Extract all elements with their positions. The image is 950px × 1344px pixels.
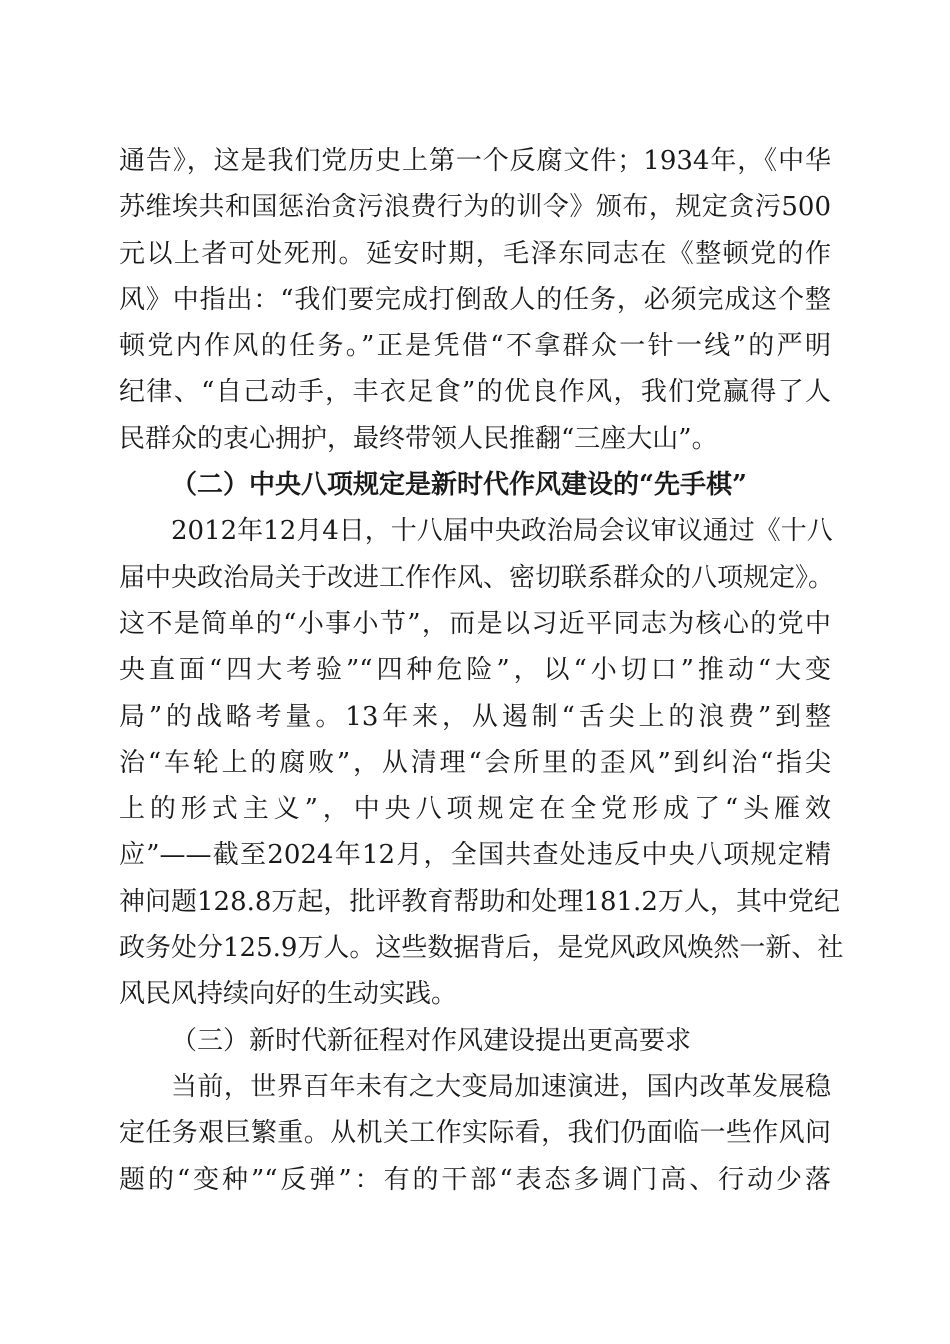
- text-line: 央直面“四大考验”“四种危险”，以“小切口”推动“大变: [119, 655, 831, 686]
- section-heading-3: （三）新时代新征程对作风建设提出更高要求: [171, 1025, 692, 1056]
- text-line: 2012年12月4日，十八届中央政治局会议审议通过《十八: [171, 516, 833, 547]
- text-line: 题的“变种”“反弹”：有的干部“表态多调门高、行动少落: [119, 1164, 831, 1195]
- text-line: 顿党内作风的任务。”正是凭借“不拿群众一针一线”的严明: [119, 331, 831, 362]
- section-heading-2: （二）中央八项规定是新时代作风建设的“先手棋”: [171, 470, 747, 501]
- text-line: 这不是简单的“小事小节”，而是以习近平同志为核心的党中: [119, 608, 831, 639]
- text-line: 神问题128.8万起，批评教育帮助和处理181.2万人，其中党纪: [119, 886, 840, 917]
- text-line: 定任务艰巨繁重。从机关工作实际看，我们仍面临一些作风问: [119, 1118, 831, 1149]
- text-line: 局”的战略考量。13年来，从遏制“舌尖上的浪费”到整: [119, 701, 831, 732]
- text-line: 通告》，这是我们党历史上第一个反腐文件；1934年，《中华: [119, 146, 831, 176]
- text-line: 民群众的衷心拥护，最终带领人民推翻“三座大山”。: [119, 423, 718, 454]
- text-line: 应”——截至2024年12月，全国共查处违反中央八项规定精: [119, 840, 831, 871]
- text-line: 苏维埃共和国惩治贪污浪费行为的训令》颁布，规定贪污500: [119, 192, 831, 223]
- text-line: 届中央政治局关于改进工作作风、密切联系群众的八项规定》。: [119, 562, 835, 593]
- text-line: 元以上者可处死刑。延安时期，毛泽东同志在《整顿党的作: [119, 238, 831, 269]
- text-line: 风民风持续向好的生动实践。: [119, 979, 458, 1010]
- text-line: 当前，世界百年未有之大变局加速演进，国内改革发展稳: [171, 1071, 831, 1102]
- text-line: 政务处分125.9万人。这些数据背后，是党风政风焕然一新、社: [119, 933, 844, 964]
- text-line: 上的形式主义”，中央八项规定在全党形成了“头雁效: [119, 794, 831, 825]
- document-body: [119, 138, 844, 1203]
- text-line: 治“车轮上的腐败”，从清理“会所里的歪风”到纠治“指尖: [119, 747, 831, 778]
- text-line: 风》中指出：“我们要完成打倒敌人的任务，必须完成这个整: [119, 284, 831, 315]
- text-line: 纪律、“自己动手，丰衣足食”的优良作风，我们党赢得了人: [119, 377, 831, 408]
